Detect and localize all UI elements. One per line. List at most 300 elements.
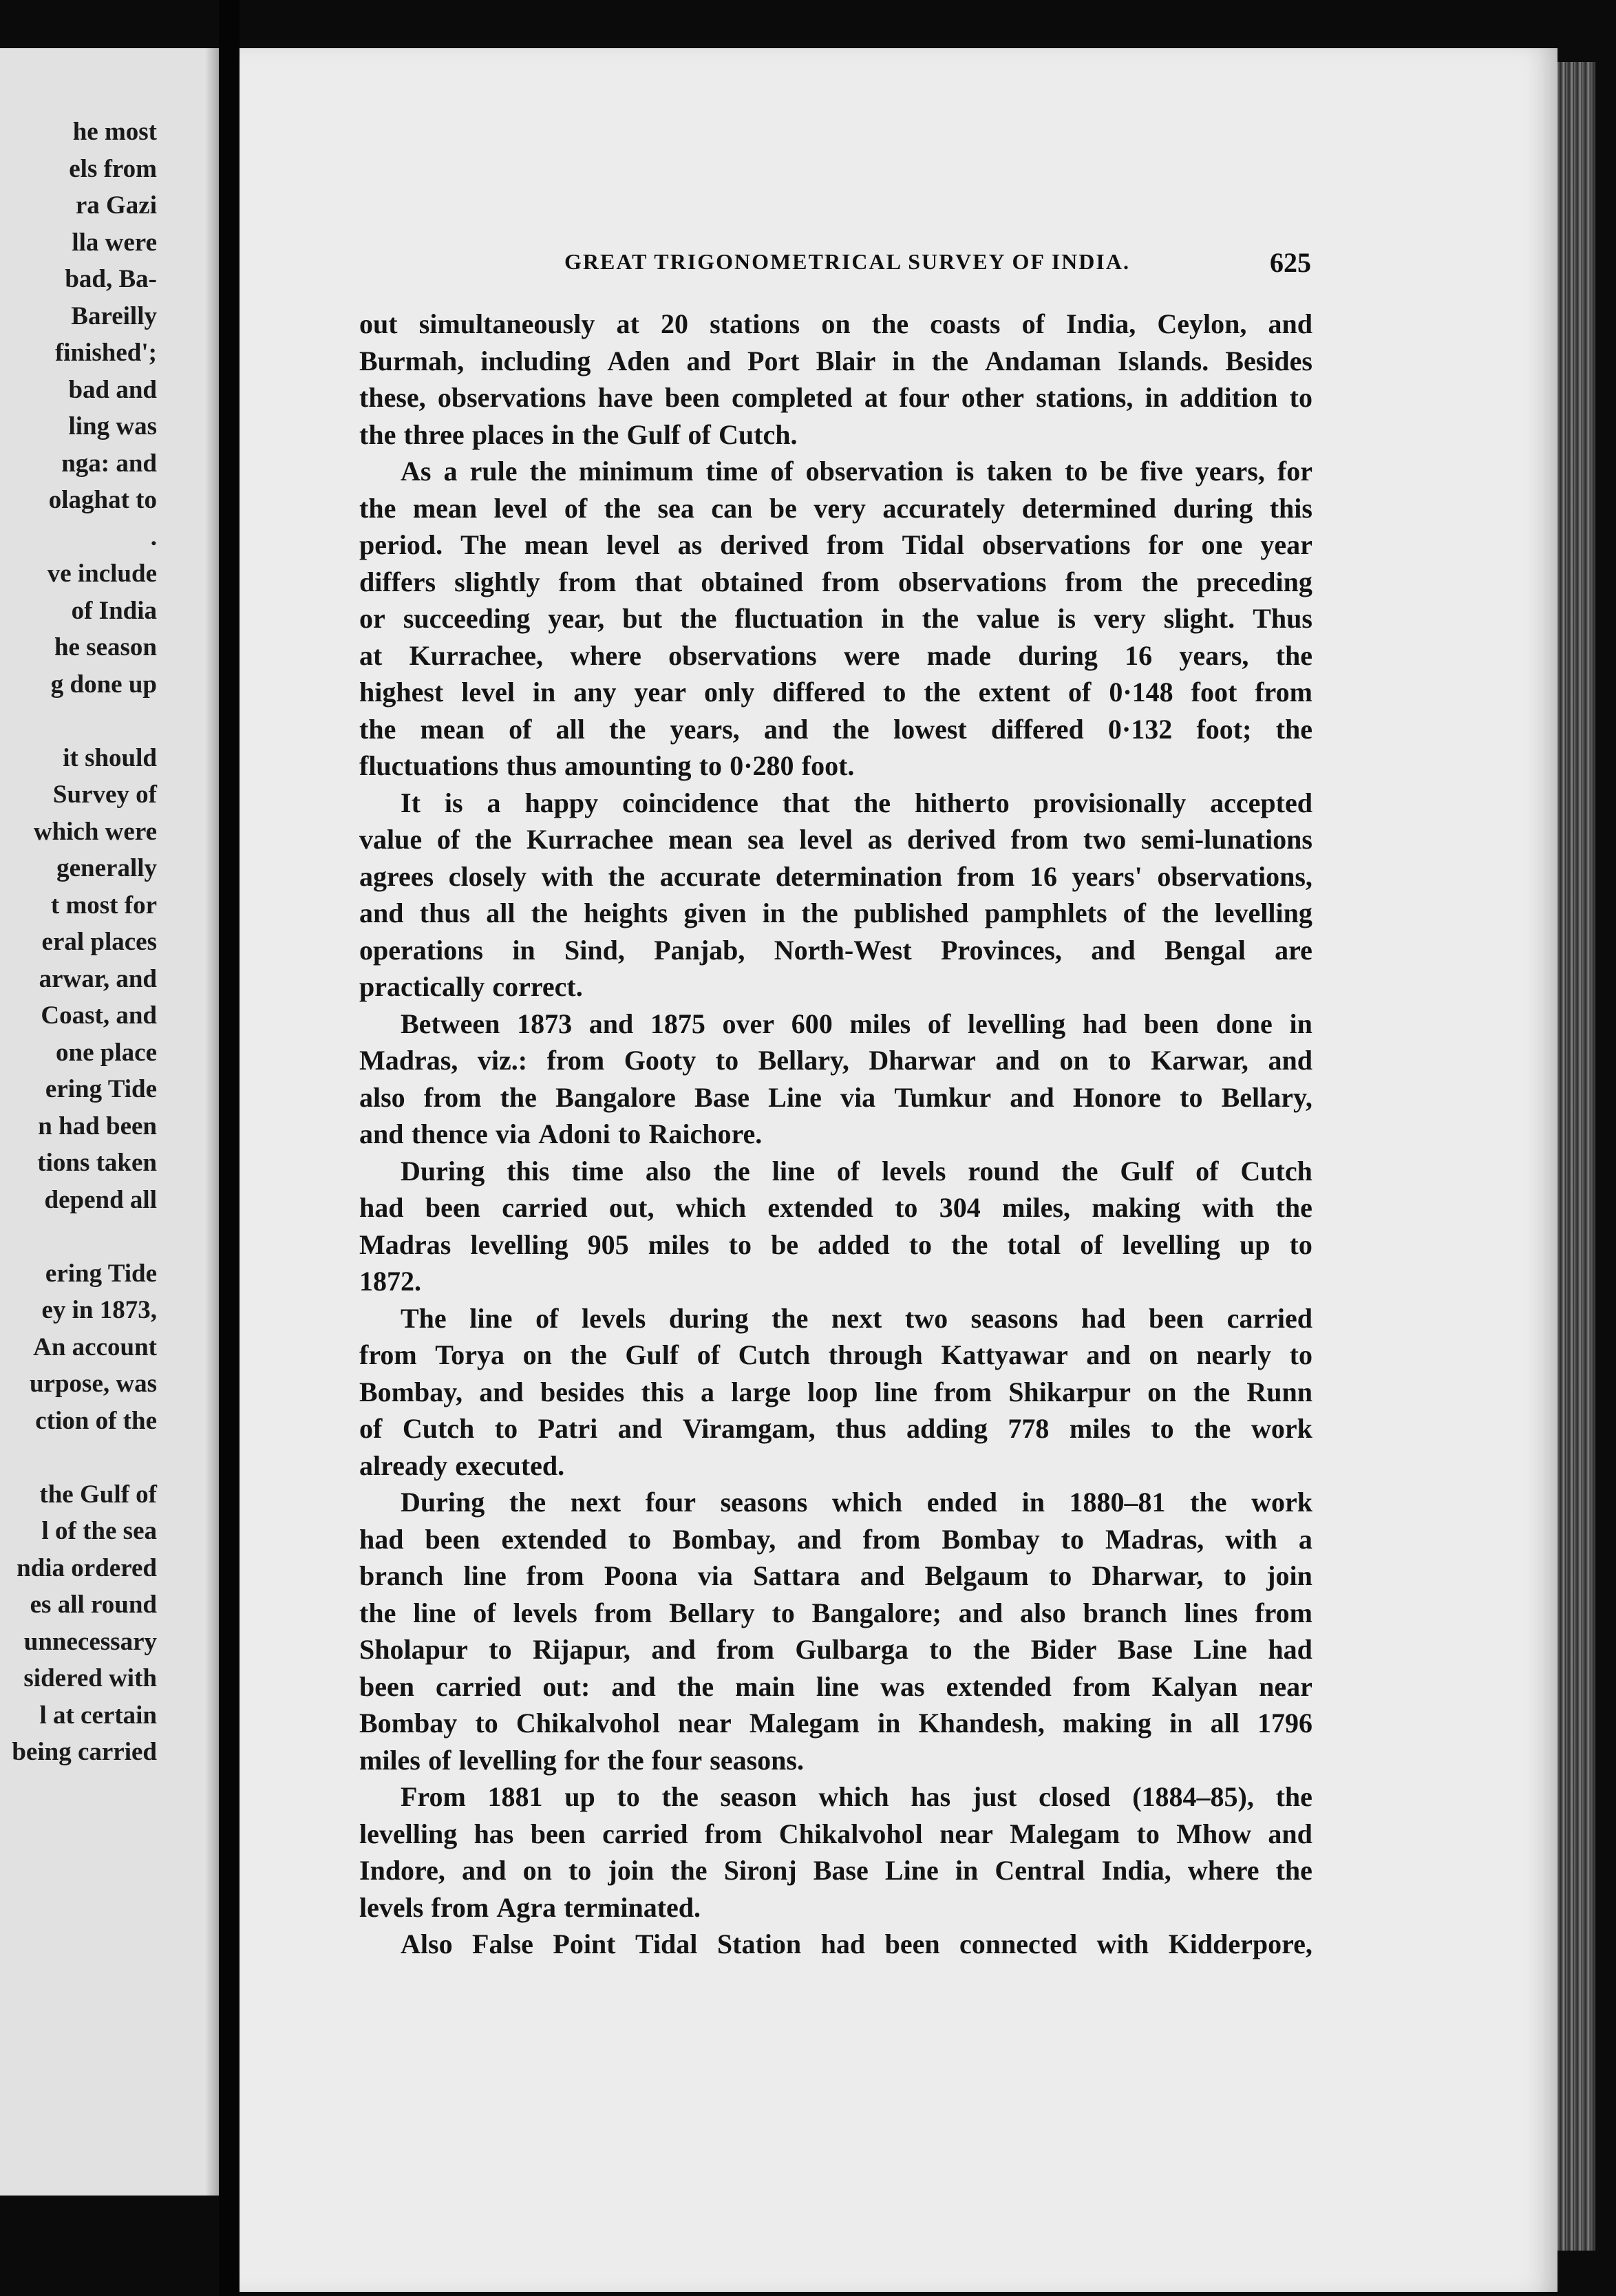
word: Bombay [942, 1523, 1040, 1555]
word: heights [584, 897, 668, 928]
word: The [401, 1302, 447, 1334]
word: Chikalvohol [778, 1818, 923, 1849]
word: round [968, 1155, 1040, 1187]
word: only [703, 677, 755, 708]
word: been [1143, 1008, 1199, 1039]
word: out, [608, 1192, 655, 1223]
word: the [1193, 1376, 1231, 1407]
word: Torya [435, 1339, 505, 1370]
word: very [1094, 603, 1146, 634]
text-line [359, 1742, 1312, 1779]
word: Base [1117, 1634, 1173, 1665]
word: on [1147, 1376, 1177, 1407]
word: at [359, 639, 383, 671]
word: Kattyawar [941, 1339, 1068, 1370]
word: already [359, 1449, 448, 1481]
facing-page-fragment [0, 48, 219, 2196]
facing-page-line: n had been [38, 1112, 157, 1140]
word: is [1057, 603, 1076, 634]
word: Madras, [359, 1045, 458, 1076]
word: pamphlets [984, 897, 1107, 928]
word: minimum [578, 456, 694, 487]
word: just [972, 1781, 1017, 1812]
facing-page-line: generally [56, 854, 157, 882]
word: foot. [801, 750, 855, 781]
word: extended [501, 1523, 607, 1555]
word: out: [542, 1670, 591, 1702]
facing-page-line: Survey of [52, 780, 157, 809]
word: published [853, 897, 969, 928]
word: the [680, 603, 717, 634]
word: terminated. [564, 1891, 701, 1923]
word: five [1140, 456, 1183, 487]
word: of [359, 1413, 383, 1444]
word: and [611, 1670, 656, 1702]
word: Aden [607, 345, 670, 376]
word: Madras, [1105, 1523, 1204, 1555]
word: from [1010, 824, 1069, 855]
body-text [359, 306, 1312, 1963]
word: The [460, 529, 507, 560]
word: to [895, 1192, 918, 1223]
word: the [474, 824, 512, 855]
word: on [522, 1339, 552, 1370]
word: as [867, 824, 893, 855]
word: India, [1066, 308, 1136, 339]
word: 905 [587, 1229, 629, 1260]
word: can [711, 492, 753, 524]
word: 1875 [650, 1008, 705, 1039]
text-line [359, 1852, 1312, 1889]
word: Gulf [626, 418, 681, 450]
facing-page-line: ve include [47, 560, 157, 588]
word: As [401, 456, 432, 487]
word: Cutch. [719, 418, 798, 450]
word: been [530, 1818, 586, 1849]
word: in [955, 1855, 979, 1886]
word: carried [436, 1670, 522, 1702]
word: the [529, 456, 566, 487]
word: seasons [970, 1302, 1059, 1334]
word: Port [747, 345, 800, 376]
word: and [617, 1413, 663, 1444]
text-line [359, 1926, 1312, 1963]
word: to [908, 1229, 933, 1260]
word: of [927, 1008, 951, 1039]
facing-page-line: lla were [72, 228, 157, 257]
text-line [359, 1116, 1312, 1153]
facing-page-line: the Gulf of [39, 1480, 157, 1509]
word: and [995, 1045, 1040, 1076]
word: year [1260, 529, 1312, 560]
word: in [762, 897, 786, 928]
text-line [359, 1631, 1312, 1668]
word: the [670, 1855, 708, 1886]
word: the [1061, 1155, 1098, 1187]
word: to [1048, 1560, 1072, 1591]
word: been [425, 1192, 480, 1223]
word: were [843, 639, 900, 671]
word: viz.: [477, 1045, 528, 1076]
word: sea [747, 824, 785, 855]
word: Tidal [635, 1928, 698, 1959]
word: Base [813, 1855, 869, 1886]
word: Ceylon, [1157, 308, 1247, 339]
word: of [770, 456, 794, 487]
word: had [820, 1928, 866, 1959]
word: (1884–85), [1132, 1781, 1254, 1812]
word: Gooty [624, 1045, 697, 1076]
word: is [955, 456, 975, 487]
word: observations [668, 639, 817, 671]
word: to [1289, 1229, 1312, 1260]
word: Bider [1030, 1634, 1097, 1665]
facing-page-line: ering Tide [45, 1075, 157, 1103]
word: levels [513, 1597, 577, 1628]
facing-page-line: which were [33, 817, 157, 846]
word: to [1108, 1045, 1131, 1076]
word: the [677, 1670, 714, 1702]
word: where [570, 639, 641, 671]
word: Gulbarga [795, 1634, 908, 1665]
page-number: 625 [1270, 247, 1311, 278]
word: level [799, 824, 853, 855]
text-line [359, 858, 1312, 895]
word: also [359, 1081, 405, 1113]
word: years' [1072, 860, 1142, 892]
facing-page-line: bad and [68, 375, 157, 404]
text-line [359, 637, 1312, 674]
facing-page-line: l at certain [39, 1701, 157, 1730]
word: and [359, 1118, 404, 1149]
word: levels [359, 1891, 424, 1923]
word: the [1190, 1487, 1227, 1518]
text-line [359, 1153, 1312, 1190]
word: but [622, 603, 663, 634]
word: Madras [359, 1229, 451, 1260]
word: differs [359, 566, 436, 597]
word: differed [772, 677, 866, 708]
word: the [1141, 566, 1178, 597]
word: time [571, 1155, 624, 1187]
word: in [877, 1708, 901, 1739]
word: During [401, 1487, 485, 1518]
word: Kidderpore, [1168, 1928, 1312, 1959]
word: from [431, 1891, 489, 1923]
word: the [871, 308, 909, 339]
word: years, [1179, 639, 1249, 671]
word: Dharwar, [1092, 1560, 1204, 1591]
word: for [1277, 456, 1312, 487]
word: the [609, 713, 646, 745]
word: in [892, 345, 915, 376]
word: completed [732, 382, 853, 413]
word: Malegam [749, 1708, 860, 1739]
word: hitherto [914, 787, 1010, 818]
word: thus [419, 897, 471, 928]
word: levelling [1122, 1229, 1220, 1260]
word: the [801, 897, 838, 928]
word: a [487, 787, 501, 818]
word: near [677, 1708, 732, 1739]
word: via [697, 1560, 733, 1591]
word: the [1194, 1413, 1231, 1444]
word: derived [907, 824, 996, 855]
word: season [720, 1781, 797, 1812]
word: Patri [538, 1413, 598, 1444]
word: Sind, [564, 934, 625, 966]
facing-page-line: being carried [12, 1738, 157, 1766]
word: and [359, 897, 404, 928]
word: via [840, 1081, 876, 1113]
word: False [472, 1928, 533, 1959]
word: Karwar, [1151, 1045, 1248, 1076]
word: be [1100, 456, 1128, 487]
text-line [359, 1079, 1312, 1116]
word: and [1268, 1045, 1312, 1076]
word: for [564, 1744, 600, 1776]
word: the [359, 492, 396, 524]
word: line [469, 1302, 513, 1334]
word: highest [359, 677, 444, 708]
word: lines [1184, 1597, 1238, 1628]
word: level [461, 677, 515, 708]
word: on [522, 1855, 552, 1886]
word: the [531, 897, 568, 928]
word: four [645, 1487, 697, 1518]
word: the [359, 1597, 396, 1628]
word: stations [710, 308, 800, 339]
word: taken [986, 456, 1053, 487]
word: from [558, 566, 617, 597]
text-line [359, 747, 1312, 785]
word: up [1239, 1229, 1271, 1260]
word: given [683, 897, 747, 928]
word: stations, [1036, 382, 1134, 413]
word: Line [768, 1081, 822, 1113]
word: mean [412, 492, 478, 524]
facing-page-line: it should [63, 743, 157, 772]
word: in [1289, 1008, 1312, 1039]
facing-page-line: finished'; [54, 339, 157, 367]
word: had [359, 1523, 404, 1555]
word: of [1123, 897, 1146, 928]
word: for [1148, 529, 1184, 560]
word: Indore, [359, 1855, 445, 1886]
word: also [1020, 1597, 1066, 1628]
text-line [359, 490, 1312, 527]
text-line [359, 932, 1312, 969]
word: carried [1226, 1302, 1312, 1334]
word: the [604, 492, 641, 524]
text-line [359, 1337, 1312, 1374]
word: been [1149, 1302, 1204, 1334]
word: the [832, 713, 869, 745]
word: from [826, 529, 884, 560]
word: the [1275, 1192, 1312, 1223]
text-line [359, 527, 1312, 564]
word: Malegam [1010, 1818, 1120, 1849]
word: any [573, 677, 617, 708]
word: been [425, 1523, 480, 1555]
word: the [1275, 1781, 1312, 1812]
facing-page-line: ling was [68, 412, 157, 440]
word: and [1010, 1081, 1054, 1113]
word: from [423, 1081, 482, 1113]
word: three [403, 418, 465, 450]
facing-page-line: Coast, and [41, 1001, 157, 1030]
word: the [509, 1487, 546, 1518]
word: besides [540, 1376, 625, 1407]
word: value [359, 824, 423, 855]
word: Dharwar [869, 1045, 976, 1076]
word: at [864, 382, 888, 413]
word: years, [670, 713, 740, 745]
word: carried [602, 1818, 688, 1849]
word: and [588, 1008, 634, 1039]
word: the [1162, 897, 1199, 928]
text-line [359, 453, 1312, 490]
word: miles [1069, 1413, 1131, 1444]
word: this [1269, 492, 1312, 524]
facing-page-line: unnecessary [23, 1627, 157, 1656]
word: time [705, 456, 758, 487]
word: provisionally [1033, 787, 1187, 818]
word: Also [401, 1928, 453, 1959]
word: 16 [1125, 639, 1153, 671]
word: from [704, 1818, 763, 1849]
word: operations [359, 934, 483, 966]
facing-page-line: t most for [50, 891, 157, 920]
word: to [489, 1634, 512, 1665]
word: all [555, 713, 585, 745]
word: to [475, 1708, 498, 1739]
word: of [1068, 677, 1092, 708]
word: of [697, 1339, 721, 1370]
word: and [651, 1634, 696, 1665]
word: 0·280 [730, 750, 794, 781]
word: the [772, 1302, 809, 1334]
word: Gulf [1120, 1155, 1174, 1187]
word: the [1275, 639, 1312, 671]
word: are [1275, 934, 1312, 966]
word: From [401, 1781, 466, 1812]
word: total [1007, 1229, 1061, 1260]
word: and [1268, 308, 1312, 339]
facing-page-line: eral places [41, 928, 157, 956]
word: of [1021, 308, 1045, 339]
word: Islands. [1117, 345, 1209, 376]
word: four [899, 382, 950, 413]
word: on [1149, 1339, 1178, 1370]
word: in [532, 677, 556, 708]
word: from [359, 1339, 417, 1370]
word: the [500, 1081, 537, 1113]
facing-page-line: arwar, and [39, 964, 157, 993]
word: and [860, 1560, 905, 1591]
word: very [814, 492, 866, 524]
word: which [818, 1781, 889, 1812]
word: the [607, 1744, 644, 1776]
word: seasons. [710, 1744, 804, 1776]
word: work [1251, 1487, 1312, 1518]
text-line [359, 1484, 1312, 1521]
word: has [911, 1781, 951, 1812]
word: the [570, 1339, 607, 1370]
word: Tidal [902, 529, 964, 560]
word: the [951, 1229, 988, 1260]
word: Bangalore [555, 1081, 676, 1113]
word: to [1061, 1523, 1084, 1555]
word: amounting [564, 750, 692, 781]
text-line [359, 1300, 1312, 1337]
facing-page-line: urpose, was [29, 1370, 157, 1398]
word: correct. [492, 971, 583, 1002]
word: Cutch [1240, 1155, 1312, 1187]
word: Mhow [1176, 1818, 1252, 1849]
text-line [359, 1410, 1312, 1447]
word: this [507, 1155, 550, 1187]
word: Shikarpur [1008, 1376, 1131, 1407]
word: Bangalore; [811, 1597, 942, 1628]
word: of [1080, 1229, 1103, 1260]
word: in [1021, 1487, 1045, 1518]
word: ended [926, 1487, 997, 1518]
word: foot; [1196, 713, 1252, 745]
facing-page-line: bad, Ba- [65, 265, 157, 293]
word: as [677, 529, 703, 560]
word: and [461, 1855, 507, 1886]
word: with [541, 860, 594, 892]
word: making [1063, 1708, 1151, 1739]
text-line [359, 564, 1312, 601]
word: to [568, 1855, 592, 1886]
word: 1881 [487, 1781, 543, 1812]
word: the [359, 418, 396, 450]
word: observation [805, 456, 944, 487]
word: all [1210, 1708, 1240, 1739]
word: Khandesh, [918, 1708, 1045, 1739]
word: Bellary [669, 1597, 755, 1628]
word: the [713, 1155, 750, 1187]
word: Burmah, [359, 345, 465, 376]
word: a [1298, 1523, 1312, 1555]
word: level [493, 492, 548, 524]
word: of [1195, 1155, 1219, 1187]
word: had [1268, 1634, 1312, 1665]
word: Point [553, 1928, 616, 1959]
word: with [1202, 1192, 1255, 1223]
word: Line [884, 1855, 939, 1886]
word: fluctuations [359, 750, 499, 781]
text-line [359, 343, 1312, 380]
facing-page-line: ndia ordered [17, 1553, 157, 1582]
word: main [735, 1670, 795, 1702]
word: and [686, 345, 732, 376]
text-line [359, 895, 1312, 932]
word: in [1145, 382, 1168, 413]
word: added [818, 1229, 890, 1260]
running-head: GREAT TRIGONOMETRICAL SURVEY OF INDIA. [564, 249, 1130, 274]
book-gutter [219, 0, 240, 2296]
word: four [651, 1744, 703, 1776]
word: nearly [1196, 1339, 1272, 1370]
word: the [973, 1634, 1010, 1665]
word: with [1096, 1928, 1149, 1959]
word: of [473, 1597, 496, 1628]
word: observations [898, 566, 1047, 597]
facing-page-line: depend all [44, 1185, 157, 1214]
